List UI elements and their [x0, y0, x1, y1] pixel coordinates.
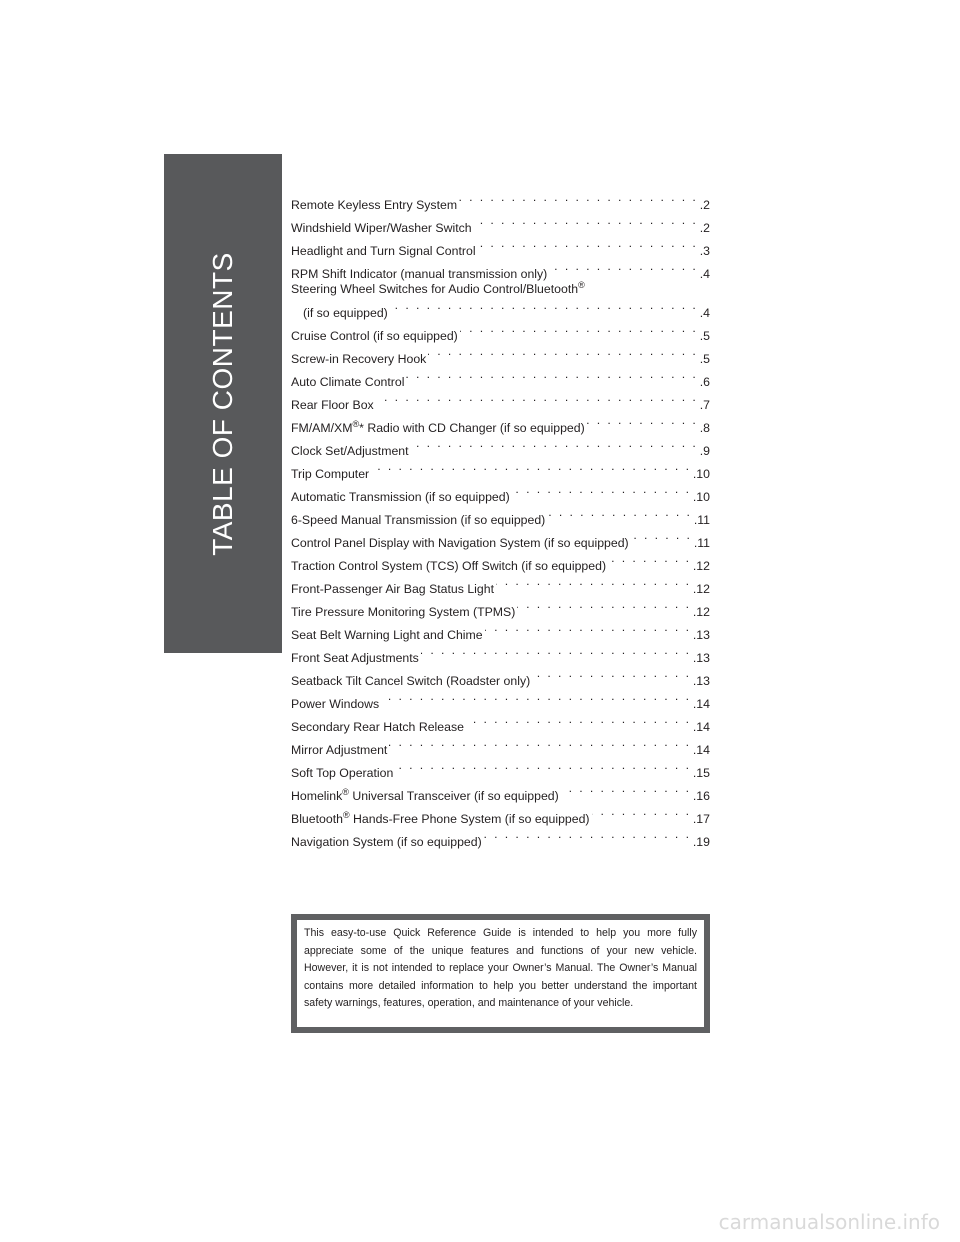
toc-entry-title-part: Universal Transceiver (if so equipped)	[348, 789, 559, 803]
toc-entry-page: .4	[699, 267, 710, 281]
toc-entry-page: .9	[699, 444, 710, 458]
registered-mark: ®	[352, 418, 360, 429]
dot-leader	[592, 800, 691, 823]
dot-leader	[478, 232, 698, 255]
toc-entry-page: .12	[692, 582, 710, 596]
dot-leader	[389, 731, 691, 754]
toc-entry-page: .17	[692, 812, 710, 826]
toc-entry-page: .3	[699, 244, 710, 258]
toc-entry-title: Headlight and Turn Signal Control	[291, 244, 476, 258]
dot-leader	[484, 823, 691, 846]
toc-entry-page: .12	[692, 559, 710, 573]
toc-entry-title: Front Seat Adjustments	[291, 651, 419, 665]
dot-leader	[428, 340, 697, 363]
dot-leader	[411, 432, 698, 455]
toc-entry-page: .11	[693, 513, 710, 527]
toc-entry-title: Auto Climate Control	[291, 375, 405, 389]
toc-entry-title: (if so equipped)	[303, 306, 388, 320]
dot-leader	[512, 478, 691, 501]
toc-entry-title: Seat Belt Warning Light and Chime	[291, 628, 483, 642]
watermark: carmanualsonline.info	[718, 1210, 940, 1234]
toc-entry-page: .2	[699, 198, 710, 212]
toc-entry-title-part: * Radio with CD Changer (if so equipped)	[359, 421, 585, 435]
toc-entry-title: RPM Shift Indicator (manual transmission only)	[291, 267, 548, 281]
toc-entry-page: .13	[692, 628, 710, 642]
registered-mark: ®	[578, 279, 585, 290]
registered-mark: ®	[342, 786, 349, 797]
toc-entry-page: .12	[692, 605, 710, 619]
dot-leader	[460, 317, 698, 340]
toc-entry-page: .6	[699, 375, 710, 389]
dot-leader	[395, 754, 691, 777]
dot-leader	[390, 294, 698, 317]
dot-leader	[376, 386, 698, 409]
section-title: TABLE OF CONTENTS	[207, 252, 238, 556]
toc-entry-page: .13	[692, 674, 710, 688]
dot-leader	[549, 255, 697, 278]
toc-entry-title: Secondary Rear Hatch Release	[291, 720, 464, 734]
toc-entry-title	[291, 785, 559, 808]
dot-leader	[496, 570, 691, 593]
toc-entry-page: .7	[699, 398, 710, 412]
dot-leader	[474, 209, 698, 232]
toc-entry-title: Trip Computer	[291, 467, 370, 481]
toc-entry-title: Windshield Wiper/Washer Switch	[291, 221, 472, 235]
toc-entry-title: Soft Top Operation	[291, 766, 394, 780]
dot-leader	[561, 777, 691, 800]
toc-entry-title: Remote Keyless Entry System	[291, 198, 458, 212]
toc-entry-page: .19	[692, 835, 710, 849]
dot-leader	[517, 593, 691, 616]
toc-entry-title: 6-Speed Manual Transmission (if so equipped)	[291, 513, 546, 527]
table-of-contents	[291, 186, 710, 849]
dot-leader	[608, 547, 691, 570]
toc-entry-title: Rear Floor Box	[291, 398, 374, 412]
toc-entry-title: Control Panel Display with Navigation System (if so equipped)	[291, 536, 629, 550]
dot-leader	[631, 524, 692, 547]
toc-entry-title-part: Homelink	[291, 789, 343, 803]
dot-leader	[381, 685, 691, 708]
dot-leader	[459, 186, 698, 209]
toc-entry-title: Power Windows	[291, 697, 380, 711]
registered-mark: ®	[342, 809, 350, 820]
dot-leader	[587, 409, 698, 432]
toc-entry-title-part: Bluetooth	[291, 812, 343, 826]
toc-entry-page: .5	[699, 329, 710, 343]
toc-entry-title: Front-Passenger Air Bag Status Light	[291, 582, 495, 596]
toc-entry-page: .11	[693, 536, 710, 550]
dot-leader	[466, 708, 691, 731]
dot-leader	[485, 616, 691, 639]
toc-entry-page: .15	[692, 766, 710, 780]
toc-entry-title: Mirror Adjustment	[291, 743, 388, 757]
toc-entry-page: .16	[692, 789, 710, 803]
toc-entry-page: .4	[699, 306, 710, 320]
toc-entry-page: .14	[692, 720, 710, 734]
toc-entry-page: .14	[692, 697, 710, 711]
toc-entry-title-part: Hands-Free Phone System (if so equipped)	[349, 812, 590, 826]
intro-note-box	[291, 914, 710, 1033]
toc-entry-title: Navigation System (if so equipped)	[291, 835, 482, 849]
intro-note-text: This easy-to-use Quick Reference Guide is intended to help you more fully appreciate some of the unique features and functions of your new vehicle. However, it is not intended to replace your Owner’s Manual. The Owner’s Manual contains more detailed information to help you better understand the important safety warnings, features, operation, and maintenance of your vehicle.	[297, 920, 704, 1027]
toc-entry-title: Steering Wheel Switches for Audio Control/Bluetooth	[291, 282, 579, 296]
toc-entry-page: .8	[699, 421, 710, 435]
toc-entry-page: .2	[699, 221, 710, 235]
dot-leader	[406, 363, 697, 386]
dot-leader	[547, 501, 692, 524]
toc-entry-page: .10	[692, 490, 710, 504]
toc-entry-title: Traction Control System (TCS) Off Switch (if so equipped)	[291, 559, 607, 573]
toc-entry-title: Automatic Transmission (if so equipped)	[291, 490, 510, 504]
toc-entry-page: .5	[699, 352, 710, 366]
toc-entry[interactable]	[291, 186, 710, 212]
toc-entry-page: .14	[692, 743, 710, 757]
toc-entry-title: Cruise Control (if so equipped)	[291, 329, 458, 343]
toc-entry-title: Clock Set/Adjustment	[291, 444, 409, 458]
toc-entry-title: Seatback Tilt Cancel Switch (Roadster only)	[291, 674, 531, 688]
dot-leader	[371, 455, 691, 478]
toc-entry-title: Tire Pressure Monitoring System (TPMS)	[291, 605, 516, 619]
toc-entry-page: .13	[692, 651, 710, 665]
dot-leader	[421, 639, 691, 662]
toc-entry-title-part: FM/AM/XM	[291, 421, 353, 435]
toc-entry-page: .10	[692, 467, 710, 481]
toc-entry-title: Screw-in Recovery Hook	[291, 352, 427, 366]
dot-leader	[532, 662, 691, 685]
section-side-tab	[164, 154, 282, 653]
